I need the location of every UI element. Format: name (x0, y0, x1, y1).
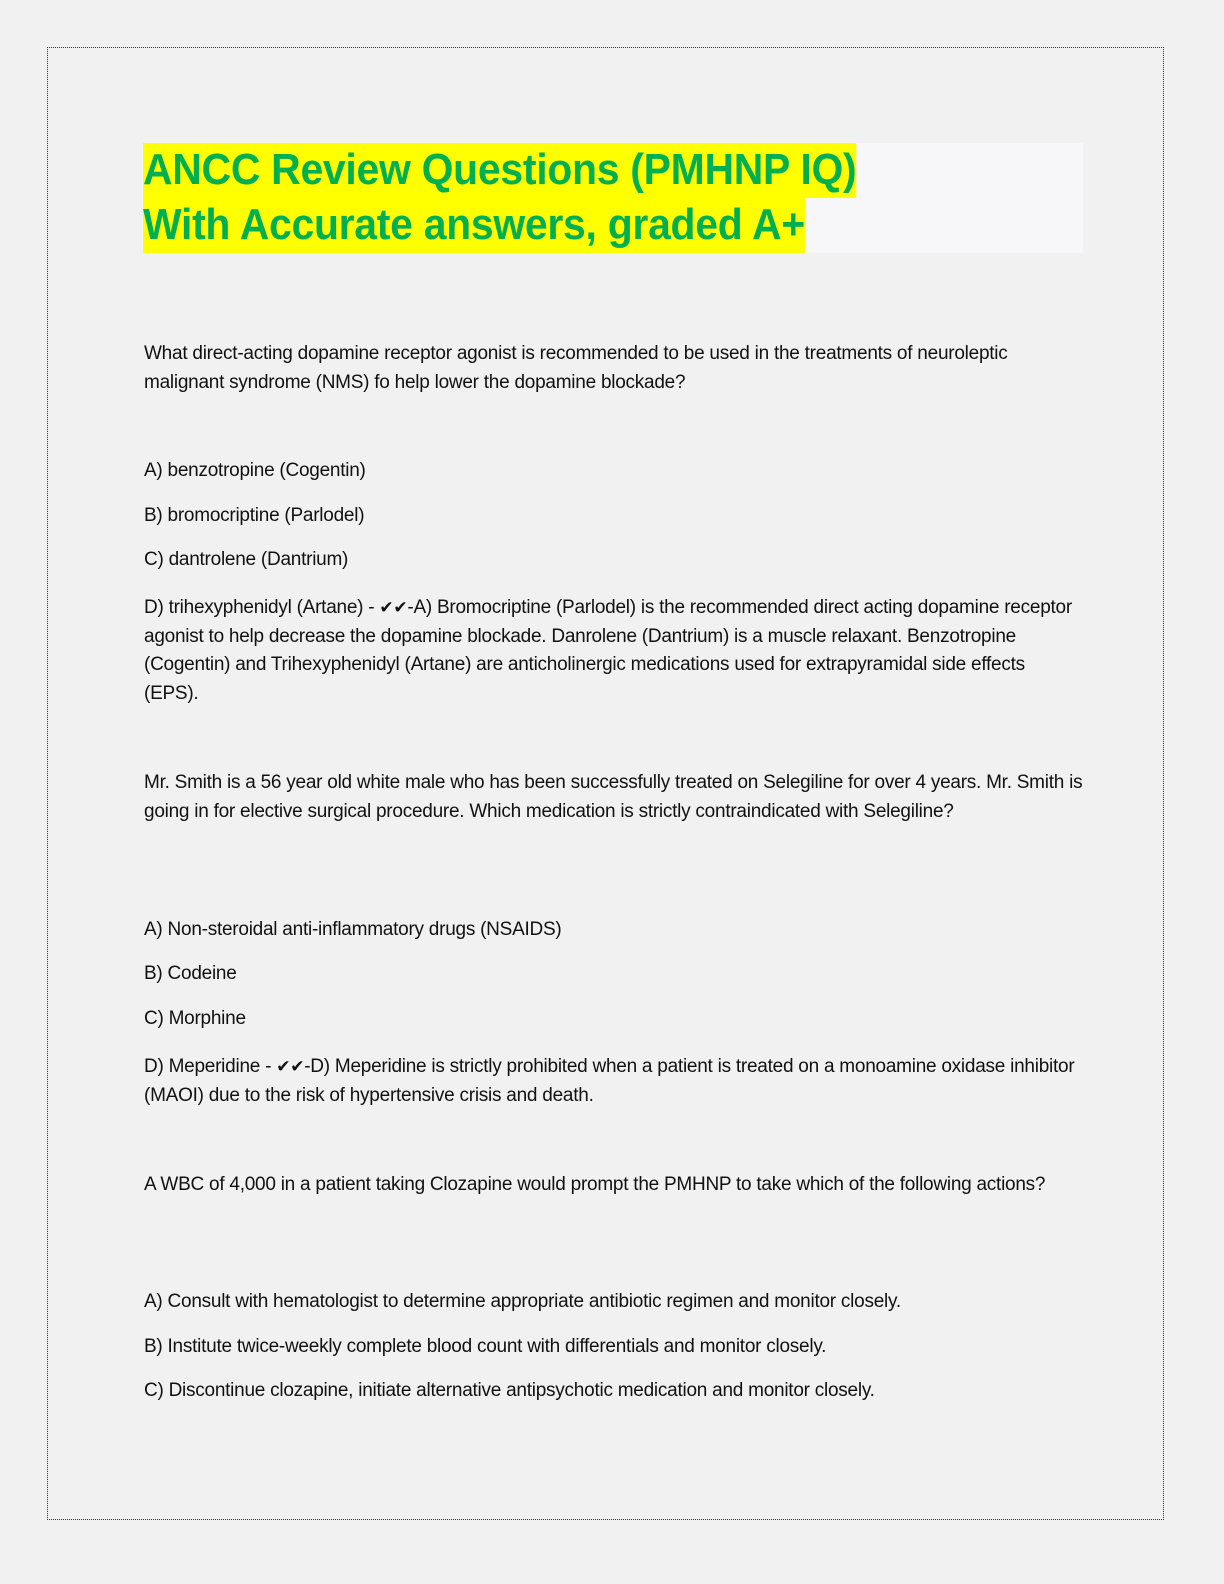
document-title (143, 143, 1083, 253)
question-2-text: Mr. Smith is a 56 year old white male who has been successfully treated on Selegiline for over 4 years. Mr. Smith is going in for elective surgical procedure. Which medication is strictly contraindicated with Selegiline? (144, 772, 1083, 822)
question-1-option-d: D) trihexyphenidyl (Artane) - (144, 597, 380, 618)
check-mark-icon: ✔✔ (276, 1057, 305, 1077)
question-1-answer-block (144, 594, 1084, 708)
question-1-option-c: C) dantrolene (Dantrium) (144, 549, 349, 570)
question-1-answer: -A) Bromocriptine (Parlodel) is the recommended direct acting dopamine receptor agonist to help decrease the dopamine blockade. Danrolene (Dantrium) is a muscle relaxant. Benzotropine (Cogentin) and Trihexyphenidyl (Artane) are anticholinergic medications used for extrapyramidal side effects (EPS). (144, 597, 1072, 704)
title-line-1: ANCC Review Questions (PMHNP IQ) (143, 143, 856, 198)
check-mark-icon: ✔✔ (379, 598, 408, 618)
question-1-option-a: A) benzotropine (Cogentin) (144, 460, 366, 481)
question-1-option-b: B) bromocriptine (Parlodel) (144, 505, 365, 526)
question-2-option-a: A) Non-steroidal anti-inflammatory drugs (NSAIDS) (144, 919, 562, 940)
question-2-answer: -D) Meperidine is strictly prohibited when a patient is treated on a monoamine oxidase inhibitor (MAOI) due to the risk of hypertensive crisis and death. (144, 1056, 1075, 1106)
question-2-option-d: D) Meperidine - (144, 1056, 277, 1077)
question-1-text: What direct-acting dopamine receptor agonist is recommended to be used in the treatments of neuroleptic malignant syndrome (NMS) fo help lower the dopamine blockade? (144, 343, 1008, 393)
question-2-option-c: C) Morphine (144, 1008, 246, 1029)
question-3-text: A WBC of 4,000 in a patient taking Clozapine would prompt the PMHNP to take which of the following actions? (144, 1174, 1046, 1195)
question-3-option-b: B) Institute twice-weekly complete blood count with differentials and monitor closely. (144, 1336, 827, 1357)
question-2-answer-block (144, 1053, 1084, 1110)
question-3-option-a: A) Consult with hematologist to determine appropriate antibiotic regimen and monitor closely. (144, 1291, 901, 1312)
title-line-2: With Accurate answers, graded A+ (143, 198, 805, 253)
question-3-option-c: C) Discontinue clozapine, initiate alternative antipsychotic medication and monitor closely. (144, 1380, 875, 1401)
question-2-option-b: B) Codeine (144, 963, 237, 984)
